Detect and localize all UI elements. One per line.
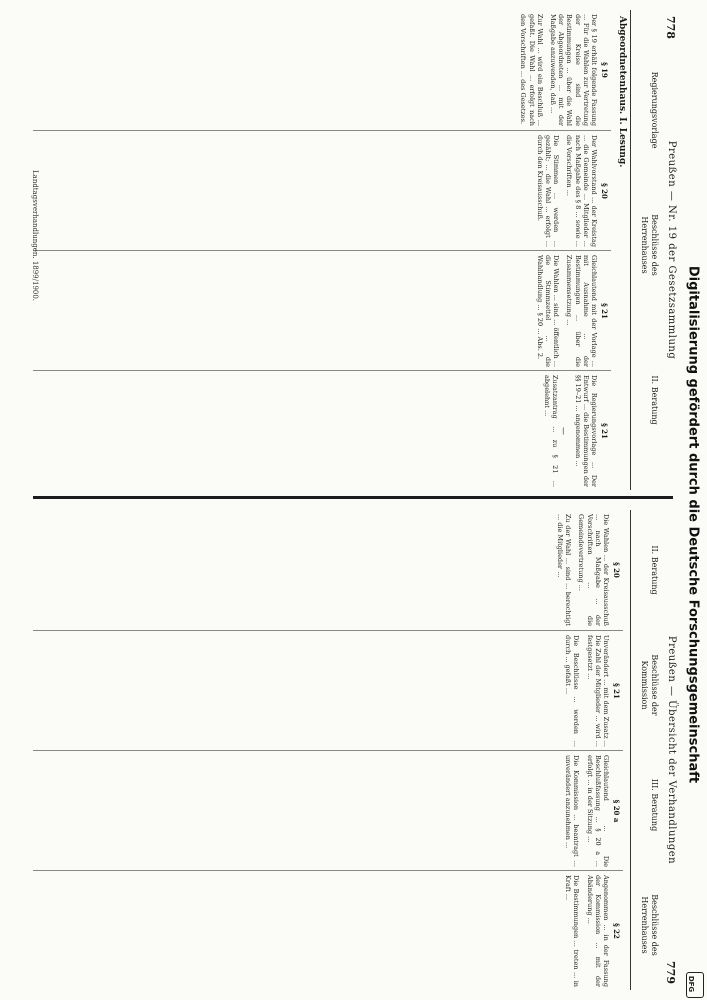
column-header: Beschlüsse des Herrenhauses	[640, 894, 659, 956]
separator-dash: —	[559, 427, 569, 435]
paragraph: Die Kommission ... beantragt ... unverändert anzunehmen ...	[564, 755, 581, 867]
paragraph: Die Wahlen ... der Kreisausschuß ... nach Maßgabe ... der Vorschriften ... die Gemeindevertretung ...	[577, 514, 610, 626]
text-column	[33, 130, 611, 251]
running-head: Preußen — Nr. 19 der Gesetzsammlung	[666, 140, 677, 360]
paragraph: Die Beschlüsse ... werden ... durch ... gefaßt ...	[564, 635, 581, 747]
paragraph: Gleichlautend ... Die Beschlußfassung ... § 20 a ... erfolgt ... in der Sitzung ...	[585, 755, 610, 867]
book-spread	[23, 10, 683, 990]
paragraph: Der § 19 erhält folgende Fassung ... Für die Wahlen zur Vertretung der Kreise sind die Bestimmungen ... über die Wahl der Abgeordneten ... mit der Maßgabe anzuwenden, daß ...	[548, 14, 598, 126]
page-number: 779	[664, 961, 677, 984]
page-gutter	[33, 496, 673, 499]
column-header: Beschlüsse des Herrenhauses	[640, 214, 659, 276]
page-number: 778	[664, 16, 677, 39]
running-head: Preußen — Übersicht der Verhandlungen	[666, 635, 677, 865]
paragraph-mark: § 22	[612, 923, 621, 939]
text-column	[33, 630, 623, 751]
paragraph-mark: § 20 a	[612, 799, 621, 823]
text-column	[33, 370, 611, 490]
dfg-funding-banner	[682, 60, 704, 993]
text-column	[33, 870, 623, 990]
paragraph: Der Wahlvorstand ... der Kreistag ... die Gemeinde ... Mitglieder ... nach Maßgabe des § 8 ... sowie ... die Vorschriften ...	[565, 135, 598, 247]
paragraph: Die Regierungsvorlage ... Der Entwurf ... die Bestimmungen der §§ 19–21 ... angenommen ...	[573, 375, 598, 488]
text-columns	[23, 10, 611, 490]
column-header: Regierungsvorlage	[650, 71, 659, 149]
paragraph: Die Bestimmungen ... treten ... in Kraft ...	[564, 875, 581, 987]
paragraph: Zusatzantrag ... zu § 21 ... abgelehnt ...	[543, 375, 560, 487]
footer-signature: Landtagsverhandlungen. 1899/1900.	[31, 170, 39, 302]
paragraph: Die Wahlen ... sind ... öffentlich ... die Stimmzettel ... die Wahlhandlung ... § 20 ... Abs. 2.	[535, 255, 561, 367]
text-column	[33, 750, 623, 871]
paragraph: Angenommen ... in der Fassung der Kommission ... mit der Abänderung ...	[585, 875, 610, 987]
paragraph: Zu der Wahl ... sind ... berechtigt ... die Mitglieder ...	[555, 514, 573, 626]
paragraph-mark: § 21	[612, 683, 621, 699]
text-column	[33, 510, 623, 630]
paragraph: Gleichlautend mit der Vorlage ... mit Ausnahme ... der Bestimmungen ... über die Zusammensetzung ...	[565, 255, 598, 367]
column-headers	[630, 510, 661, 990]
paragraph: Unverändert ... mit dem Zusatz ... Die Zahl der Mitglieder ... wird ... festgesetzt ...	[585, 635, 610, 747]
paragraph-mark: § 20	[612, 562, 621, 578]
paragraph: Die Stimmen ... werden ... gezählt; ... die Wahl ... erfolgt ... durch den Kreisausschuß.	[535, 135, 561, 247]
paragraph-mark: § 21	[600, 303, 609, 319]
text-column	[33, 250, 611, 371]
paragraph: Zur Wahl ... wird ein Beschluß ... gefaßt. Die Wahl ... erfolgt nach den Vorschriften ... des Gesetzes.	[519, 14, 544, 126]
column-header: Beschlüsse der Kommission	[640, 654, 659, 716]
section-title: Abgeordnetenhaus. I. Lesung.	[617, 16, 627, 168]
dfg-logo-icon	[686, 972, 704, 998]
funding-note: Digitalisierung gefördert durch die Deutsche Forschungsgemeinschaft	[685, 265, 701, 784]
right-page	[23, 510, 683, 990]
dfg-logo-text: DFG	[687, 975, 696, 993]
text-column	[33, 10, 611, 130]
column-headers	[630, 10, 661, 490]
paragraph-mark: § 21	[600, 423, 609, 439]
column-header: II. Beratung	[650, 545, 659, 595]
paragraph-mark: § 20	[600, 183, 609, 199]
text-columns	[23, 510, 623, 990]
column-header: II. Beratung	[650, 375, 659, 425]
paragraph-mark: § 19	[600, 62, 609, 78]
left-page	[23, 10, 683, 490]
column-header: III. Beratung	[650, 778, 659, 832]
